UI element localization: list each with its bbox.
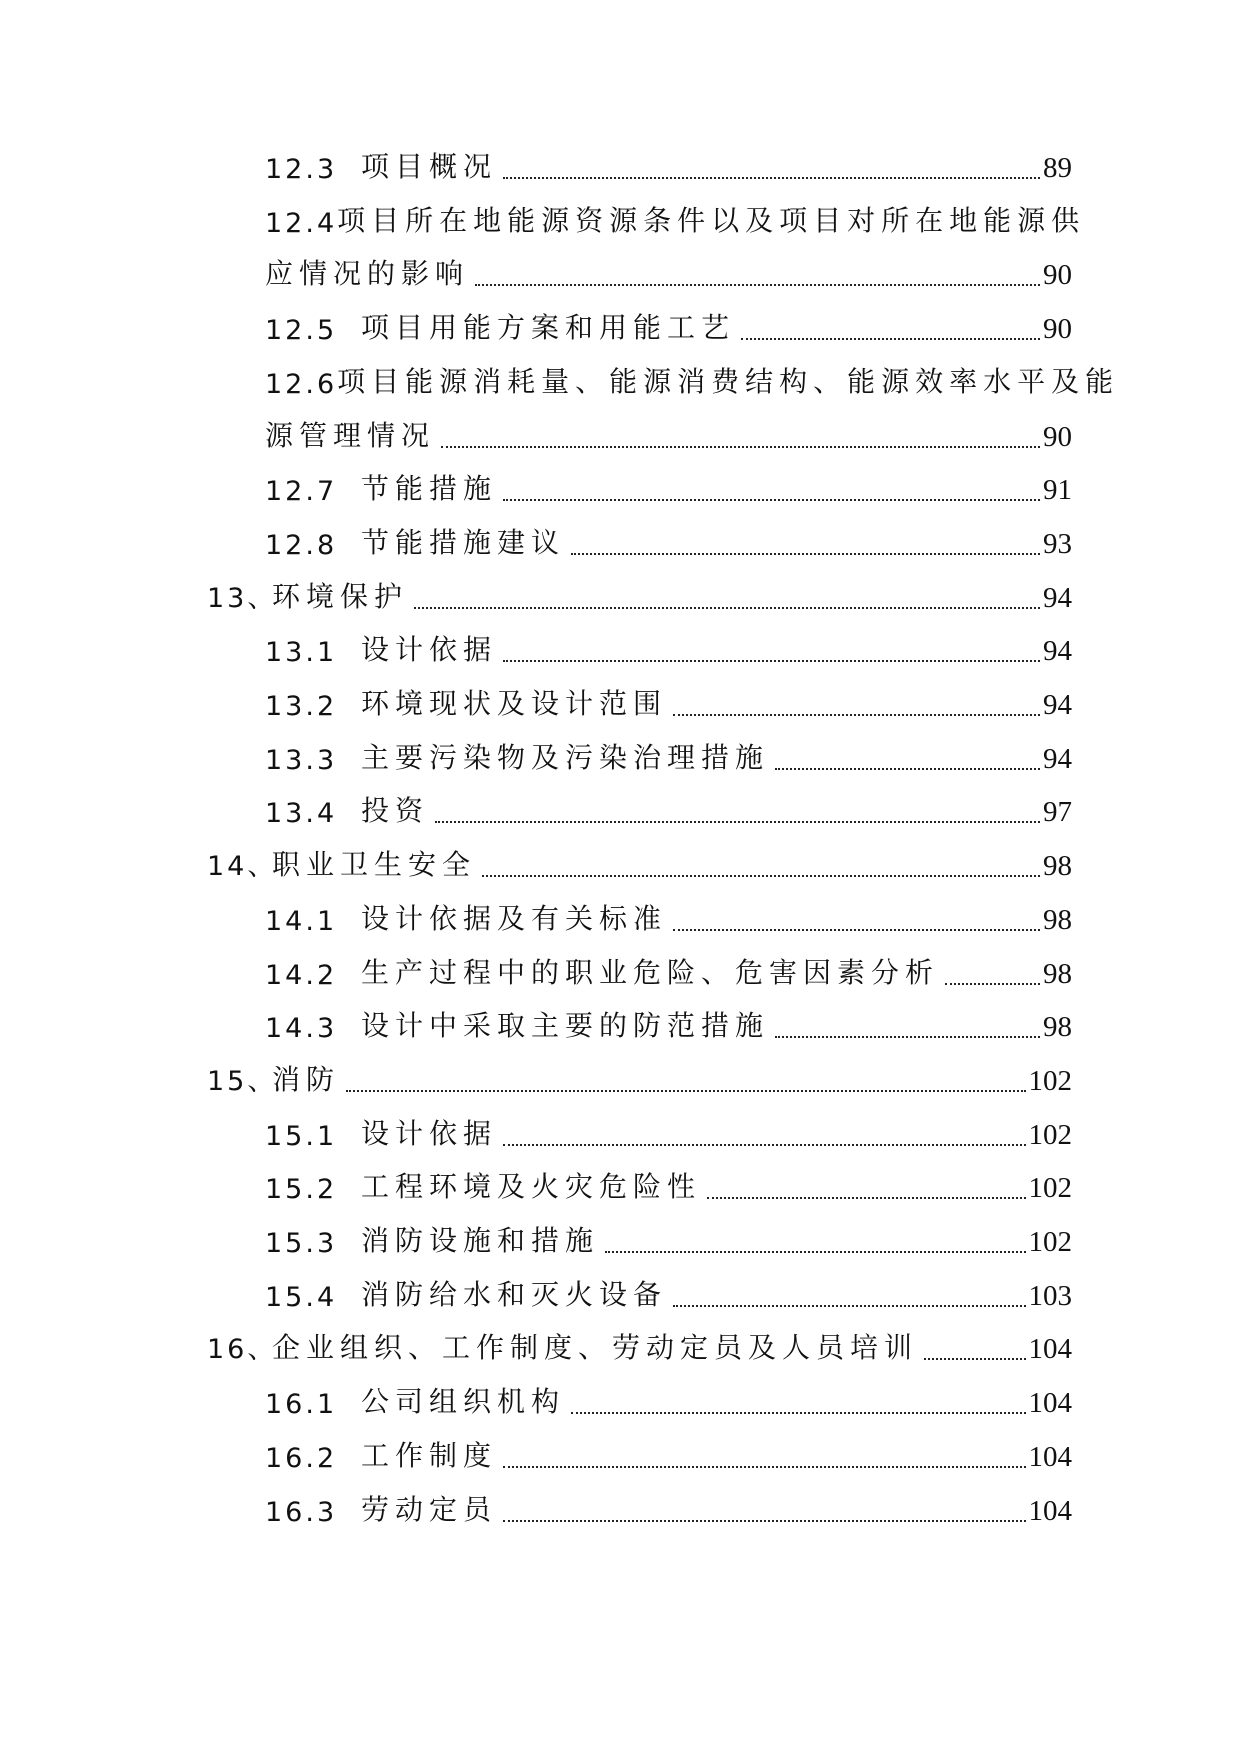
toc-number: 16.3 [265, 1496, 338, 1528]
dot-leader [605, 1219, 1025, 1259]
dot-leader [775, 1004, 1040, 1044]
toc-number: 14.2 [265, 959, 338, 991]
toc-title: 设计依据 [361, 633, 498, 667]
toc-title: 职业卫生安全 [272, 848, 477, 882]
toc-title: 设计依据及有关标准 [361, 901, 668, 935]
toc-title: 消防给水和灭火设备 [361, 1277, 668, 1311]
toc-page-number: 104 [1028, 1494, 1072, 1527]
dot-leader [482, 843, 1040, 883]
toc-title: 环境现状及设计范围 [361, 687, 668, 720]
toc-page-number: 97 [1043, 796, 1072, 829]
toc-number: 16.2 [265, 1442, 338, 1474]
toc-title: 环境保护 [272, 579, 409, 613]
dot-leader [673, 1273, 1025, 1313]
toc-title: 工作制度 [361, 1438, 498, 1472]
dot-leader [571, 1380, 1025, 1420]
toc-number: 13.3 [265, 744, 338, 776]
toc-page-number: 94 [1043, 635, 1072, 668]
dot-leader [346, 1058, 1025, 1098]
toc-page-number: 93 [1043, 527, 1072, 560]
toc-number: 12.5 [265, 315, 338, 347]
toc-page-number: 98 [1043, 903, 1072, 936]
toc-page-number: 89 [1043, 152, 1072, 184]
toc-page-number: 102 [1028, 1118, 1072, 1151]
toc-number: 15.1 [265, 1120, 338, 1152]
toc-number: 13.2 [265, 691, 338, 722]
toc-page-number: 102 [1028, 1064, 1072, 1097]
toc-title: 项目概况 [361, 150, 498, 183]
toc-page-number: 104 [1028, 1387, 1072, 1420]
dot-leader [503, 1112, 1025, 1152]
toc-title: 投资 [361, 794, 430, 828]
toc-page-number: 98 [1043, 1011, 1072, 1044]
toc-title-continued: 应情况的影响 [265, 257, 470, 291]
toc-title: 生产过程中的职业危险、危害因素分析 [361, 955, 940, 989]
dot-leader [924, 1326, 1025, 1366]
toc-number: 12.4 [265, 207, 338, 239]
toc-page-number: 104 [1028, 1440, 1072, 1473]
toc-number: 12.3 [265, 154, 338, 185]
dot-leader [475, 252, 1040, 292]
toc-number: 15.3 [265, 1228, 338, 1259]
toc-page-number: 102 [1028, 1226, 1072, 1258]
toc-title: 消防 [272, 1062, 341, 1096]
toc-number: 12.8 [265, 529, 338, 561]
dot-leader [503, 628, 1040, 668]
toc-page-number: 98 [1043, 850, 1072, 883]
dot-leader [503, 467, 1040, 507]
toc-number: 14、 [207, 851, 278, 883]
toc-title: 主要污染物及污染治理措施 [361, 740, 770, 774]
toc-page-number: 91 [1043, 474, 1072, 507]
toc-title: 设计中采取主要的防范措施 [361, 1009, 770, 1043]
toc-page-number: 90 [1043, 420, 1072, 453]
toc-page-number: 98 [1043, 957, 1072, 990]
toc-number: 15.4 [265, 1281, 338, 1313]
dot-leader [441, 414, 1040, 454]
dot-leader [435, 789, 1040, 829]
toc-page-number: 102 [1028, 1172, 1072, 1205]
toc-title: 工程环境及火灾危险性 [361, 1170, 702, 1204]
toc-page-number: 90 [1043, 313, 1072, 346]
toc-title: 项目用能方案和用能工艺 [361, 311, 736, 345]
dot-leader [945, 951, 1040, 991]
toc-title: 消防设施和措施 [361, 1224, 600, 1257]
toc-title: 项目能源消耗量、能源消费结构、能源效率水平及能 [337, 364, 1120, 398]
dot-leader [503, 145, 1040, 185]
dot-leader [673, 897, 1040, 937]
toc-number: 15.2 [265, 1174, 338, 1206]
toc-title: 企业组织、工作制度、劳动定员及人员培训 [272, 1331, 919, 1365]
toc-number: 13、 [207, 582, 278, 614]
toc-number: 15、 [207, 1065, 278, 1097]
dot-leader [741, 306, 1040, 346]
toc-number: 16.1 [265, 1389, 338, 1421]
toc-title-continued: 源管理情况 [265, 418, 436, 452]
toc-number: 12.7 [265, 476, 338, 508]
toc-title: 设计依据 [361, 1116, 498, 1150]
dot-leader [503, 1434, 1025, 1474]
toc-title: 节能措施建议 [361, 525, 566, 559]
toc-number: 13.1 [265, 637, 338, 669]
toc-number: 13.4 [265, 798, 338, 830]
dot-leader [414, 575, 1040, 615]
toc-page-number: 104 [1028, 1333, 1072, 1366]
toc-title: 劳动定员 [361, 1492, 498, 1526]
toc-number: 14.3 [265, 1013, 338, 1045]
toc-page-number: 94 [1043, 581, 1072, 614]
toc-number: 16、 [207, 1334, 278, 1366]
toc-page-number: 94 [1043, 742, 1072, 775]
dot-leader [673, 682, 1040, 722]
toc-title: 节能措施 [361, 472, 498, 506]
toc-title: 公司组织机构 [361, 1385, 566, 1419]
toc-title: 项目所在地能源资源条件以及项目对所在地能源供 [337, 203, 1086, 237]
toc-page-number: 90 [1043, 259, 1072, 292]
dot-leader [571, 521, 1040, 561]
dot-leader [775, 736, 1040, 776]
toc-page-number: 103 [1028, 1279, 1072, 1312]
toc-page-number: 94 [1043, 689, 1072, 721]
dot-leader [707, 1165, 1025, 1205]
toc-number: 12.6 [265, 368, 338, 400]
toc-number: 14.1 [265, 905, 338, 937]
dot-leader [503, 1488, 1025, 1528]
